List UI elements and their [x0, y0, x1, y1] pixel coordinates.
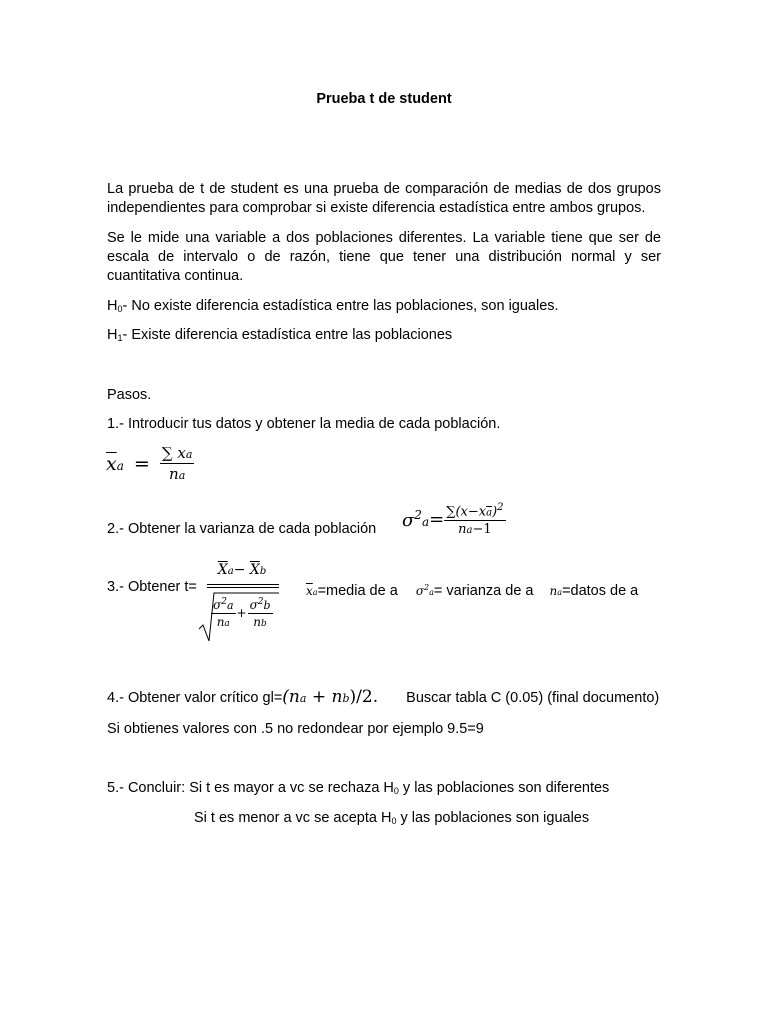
h0-text: - No existe diferencia estadística entre las poblaciones, son iguales.: [122, 298, 559, 314]
rad-b-n-sub: b: [261, 619, 267, 629]
step2-text: 2.- Obtener la varianza de cada población: [107, 521, 377, 537]
step4-line: [107, 688, 659, 708]
step4-formula-sub-b: b: [342, 692, 350, 705]
t-fraction-bar: [207, 584, 279, 585]
step4-formula-tail: )/2.: [349, 687, 379, 707]
steps-heading: Pasos.: [107, 387, 152, 403]
mean-numerator: ∑ x: [161, 444, 186, 462]
t-legend: [306, 578, 638, 602]
step1-text: 1.- Introducir tus datos y obtener la media de cada población.: [107, 416, 501, 432]
mean-lhs: $\overline{x}$: [106, 452, 117, 475]
variance-fraction: [444, 502, 505, 537]
t-radicand-a: [211, 597, 236, 629]
rad-a-n-sub: a: [224, 619, 230, 629]
variance-sigma-sub: a: [421, 515, 430, 530]
variance-denominator: n: [458, 522, 467, 538]
intro-paragraph-2: Se le mide una variable a dos poblaciones diferentes. La variable tiene que ser de escala de intervalo o de razón, tiene que tener una distribución normal y ser cuantitativa continua.: [107, 230, 661, 284]
variance-numerator-tail: ): [492, 504, 498, 520]
legend-n-sub: a: [557, 588, 563, 597]
rad-a-sigma-sub: a: [226, 599, 234, 612]
mean-denominator: n: [169, 465, 179, 483]
variance-numerator-sub: $\overline{a}$: [486, 507, 493, 519]
variance-denominator-sub: a: [466, 525, 473, 537]
step4-note: Si obtienes valores con .5 no redondear por ejemplo 9.5=9: [107, 721, 484, 737]
step5-line1-sub: 0: [393, 786, 399, 796]
step4-text: 4.- Obtener valor crítico gl=: [107, 690, 283, 706]
step5-line1-post: y las poblaciones son diferentes: [398, 780, 610, 796]
step5-line2-post: y las poblaciones son iguales: [396, 810, 590, 826]
variance-formula: [402, 502, 506, 537]
step5-line2: [194, 809, 589, 831]
t-num-xa-sub: a: [227, 566, 234, 577]
variance-numerator: ∑(x−x: [446, 504, 487, 520]
step4-table-text: Buscar tabla C (0.05) (final documento): [406, 690, 660, 706]
page-title: Prueba t de student: [316, 91, 452, 107]
t-num-xa: $\overline{X}$: [217, 562, 228, 578]
rad-a-sigma-sup: 2: [221, 597, 227, 607]
step4-formula-sub-a: a: [299, 692, 307, 705]
t-radicand-b: [248, 597, 273, 629]
mean-denominator-sub: a: [178, 469, 186, 482]
mean-fraction: [160, 444, 195, 483]
step5-line2-sub: 0: [391, 816, 397, 826]
hypothesis-h1: [107, 326, 452, 348]
legend-n-text: =datos de a: [562, 583, 639, 599]
rad-b-sigma-sub: b: [263, 599, 271, 612]
t-radicand: [211, 597, 273, 629]
mean-equals: =: [133, 452, 150, 475]
t-numerator: [205, 562, 279, 578]
legend-sigma: σ: [415, 584, 425, 598]
h1-subscript: 1: [117, 333, 123, 343]
variance-sigma: σ: [402, 510, 415, 532]
step4-formula-plus: + n: [306, 687, 343, 707]
intro-paragraph-1: La prueba de t de student es una prueba de comparación de medias de dos grupos independientes para comprobar si existe diferencia estadística entre ambos grupos.: [107, 181, 661, 216]
t-num-minus: −: [233, 562, 250, 578]
h1-symbol: H: [107, 327, 118, 343]
legend-n: n: [549, 584, 558, 598]
h1-text: - Existe diferencia estadística entre las poblaciones: [122, 327, 453, 343]
t-fraction-bar-2: [207, 587, 279, 588]
legend-sigma-sub: a: [429, 588, 434, 597]
rad-b-sigma: σ: [249, 598, 258, 612]
hypothesis-h0: [107, 297, 559, 319]
t-num-xb: $\overline{X}$: [249, 562, 260, 578]
step5-line1: [107, 779, 609, 801]
h0-symbol: H: [107, 298, 118, 314]
rad-a-sigma: σ: [213, 598, 222, 612]
mean-formula: [106, 444, 194, 483]
legend-x-sub: a: [312, 588, 318, 597]
legend-x-text: =media de a: [317, 583, 398, 599]
step4-formula: (n: [282, 687, 300, 707]
legend-sigma-text: = varianza de a: [433, 583, 534, 599]
step5-line1-pre: 5.- Concluir: Si t es mayor a vc se rechaza H: [107, 780, 394, 796]
variance-denominator-tail: −1: [472, 522, 492, 538]
variance-equals: =: [429, 509, 445, 531]
variance-numerator-sup: 2: [497, 502, 504, 513]
rad-a-n: n: [216, 615, 225, 629]
t-num-xb-sub: b: [259, 566, 267, 577]
h0-subscript: 0: [117, 304, 123, 314]
variance-sigma-sup: 2: [414, 508, 422, 523]
step5-line2-pre: Si t es menor a vc se acepta H: [194, 810, 392, 826]
step3-text: 3.- Obtener t=: [107, 579, 197, 595]
rad-plus: +: [236, 606, 247, 620]
legend-sigma-sup: 2: [424, 583, 430, 592]
legend-x: $\overline{x}$: [306, 584, 313, 598]
rad-b-sigma-sup: 2: [257, 597, 264, 607]
mean-numerator-sub: a: [185, 448, 193, 461]
rad-b-n: n: [253, 615, 262, 629]
mean-lhs-sub: a: [116, 458, 124, 473]
